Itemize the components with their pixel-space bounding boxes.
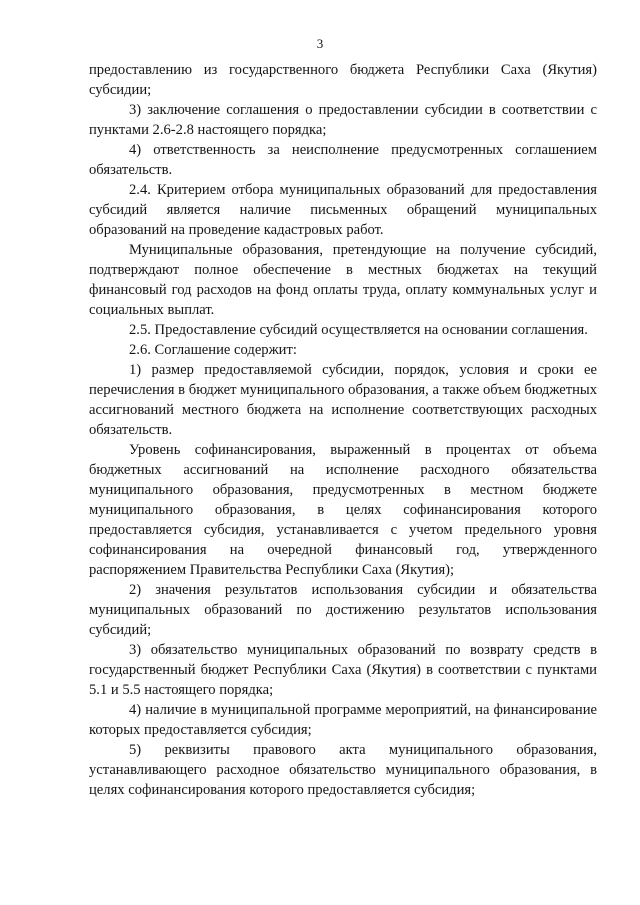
paragraph-agreement-item-3: 3) обязательство муниципальных образований по возврату средств в государственный бюджет Республики Саха (Якутия) в соответствии с пунктами 5.1 и 5.5 настоящего порядка; bbox=[89, 642, 597, 698]
paragraph-item-4-responsibility: 4) ответственность за неисполнение предусмотренных соглашением обязательств. bbox=[89, 142, 597, 178]
paragraph-cofinancing-level: Уровень софинансирования, выраженный в процентах от объема бюджетных ассигнований на исполнение расходного обязательства муниципального образования, предусмотренных в местном бюджете муниципального образования, в целях софинансирования которого предоставляется субсидия, устанавливается с учетом предельного уровня софинансирования на очередной финансовый год, утвержденного распоряжением Правительства Республики Саха (Якутия); bbox=[89, 442, 597, 578]
paragraph-continuation: предоставлению из государственного бюджета Республики Саха (Якутия) субсидии; bbox=[89, 62, 597, 98]
paragraph-agreement-item-2: 2) значения результатов использования субсидии и обязательства муниципальных образований по достижению результатов использования субсидий; bbox=[89, 582, 597, 638]
paragraph-agreement-item-4: 4) наличие в муниципальной программе мероприятий, на финансирование которых предоставляется субсидия; bbox=[89, 702, 597, 738]
paragraph-agreement-item-1: 1) размер предоставляемой субсидии, порядок, условия и сроки ее перечисления в бюджет муниципального образования, а также объем бюджетных ассигнований местного бюджета на исполнение соответствующих расходных обязательств. bbox=[89, 362, 597, 438]
paragraph-2-5-provision: 2.5. Предоставление субсидий осуществляется на основании соглашения. bbox=[129, 322, 588, 338]
paragraph-agreement-item-5: 5) реквизиты правового акта муниципального образования, устанавливающего расходное обязательство муниципального образования, в целях софинансирования которого предоставляется субсидия; bbox=[89, 742, 597, 798]
page-number: 3 bbox=[316, 36, 324, 51]
paragraph-2-6-heading: 2.6. Соглашение содержит: bbox=[129, 342, 297, 358]
paragraph-2-4-selection-criterion: 2.4. Критерием отбора муниципальных образований для предоставления субсидий является наличие письменных обращений муниципальных образований на проведение кадастровых работ. bbox=[89, 182, 597, 238]
document-body bbox=[89, 60, 597, 800]
paragraph-municipal-confirmation: Муниципальные образования, претендующие на получение субсидий, подтверждают полное обеспечение в местных бюджетах на текущий финансовый год расходов на фонд оплаты труда, оплату коммунальных услуг и социальных выплат. bbox=[89, 242, 597, 318]
paragraph-item-3-agreement: 3) заключение соглашения о предоставлении субсидии в соответствии с пунктами 2.6-2.8 настоящего порядка; bbox=[89, 102, 597, 138]
